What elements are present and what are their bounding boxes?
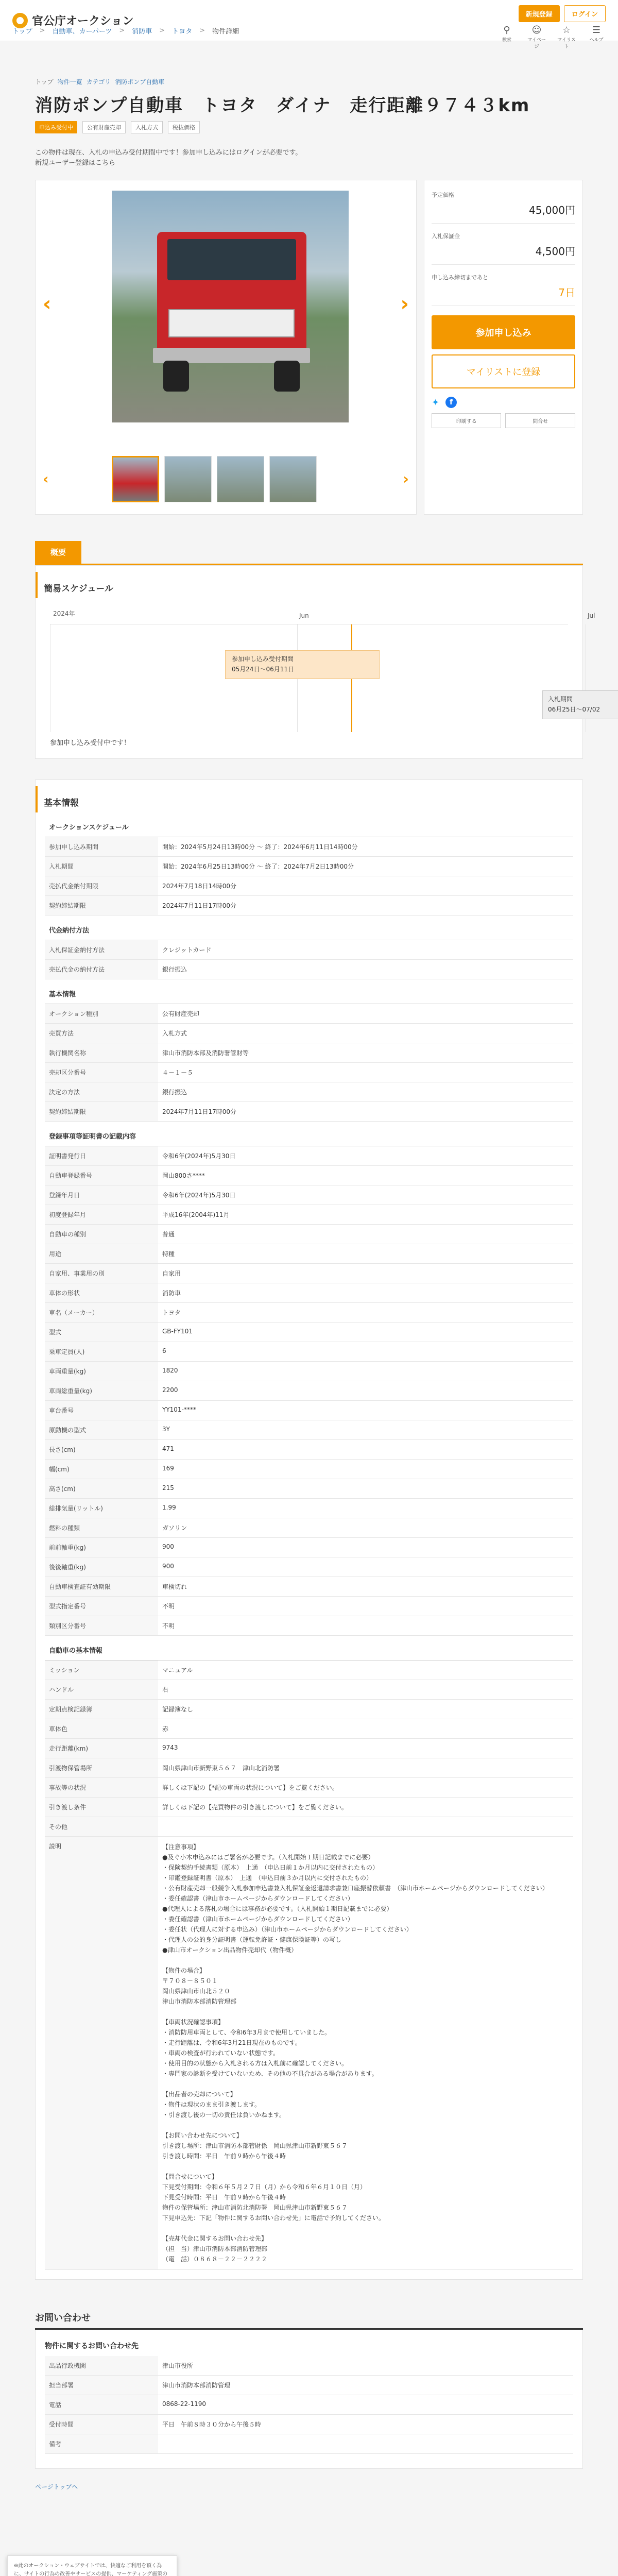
table-row (45, 2434, 573, 2454)
table-row (45, 940, 573, 960)
deposit-label: 入札保証金 (431, 233, 460, 240)
info-value: 右 (158, 1680, 573, 1700)
table-row (45, 1518, 573, 1538)
table-row (45, 1082, 573, 1102)
info-key: 前前軸重(kg) (45, 1538, 158, 1557)
contact-value: 0868-22-1190 (158, 2395, 573, 2415)
info-key: その他 (45, 1817, 158, 1837)
info-value: 車検切れ (158, 1577, 573, 1597)
info-key: 総排気量(リットル) (45, 1499, 158, 1518)
star-icon[interactable]: ☆ マイリスト (557, 25, 576, 49)
table-row (45, 1660, 573, 1680)
description-label: 説明 (45, 1837, 158, 2270)
info-value: 津山市消防本部及消防署管財等 (158, 1043, 573, 1063)
table-row (45, 1166, 573, 1185)
contact-heading: お問い合わせ (35, 2311, 583, 2330)
table-row (45, 2376, 573, 2395)
info-key: 自動車の種別 (45, 1225, 158, 1244)
info-key: 引き渡し条件 (45, 1798, 158, 1817)
info-value: 岡山県津山市新野東５６７ 津山北消防署 (158, 1758, 573, 1778)
search-icon[interactable]: ⚲ 検索 (502, 25, 511, 43)
contact-subheading: 物件に関するお問い合わせ先 (45, 2342, 139, 2350)
table-row (45, 1244, 573, 1264)
table-row (45, 1479, 573, 1499)
bid-period-bar: 入札期間 06月25日～07/02 (542, 690, 618, 719)
info-key: 決定の方法 (45, 1082, 158, 1102)
info-key: 燃料の種類 (45, 1518, 158, 1538)
info-key: 証明書発行日 (45, 1146, 158, 1166)
info-value: 消防車 (158, 1283, 573, 1303)
info-value: 自家用 (158, 1264, 573, 1283)
info-key: 入札期間 (45, 857, 158, 876)
info-group-title: オークションスケジュール (45, 812, 573, 837)
info-key: 原動機の型式 (45, 1420, 158, 1440)
table-row (45, 1597, 573, 1616)
info-value: 記録簿なし (158, 1700, 573, 1719)
info-key: 売却区分番号 (45, 1063, 158, 1082)
info-value: 1820 (158, 1362, 573, 1381)
info-key: 参加申し込み期間 (45, 837, 158, 857)
info-key: 車両総重量(kg) (45, 1381, 158, 1401)
contact-key: 備考 (45, 2434, 158, 2454)
info-key: 車台番号 (45, 1401, 158, 1420)
info-value: 公有財産売却 (158, 1004, 573, 1024)
info-key: 引渡物保管場所 (45, 1758, 158, 1778)
info-key: 定期点検記録簿 (45, 1700, 158, 1719)
table-row (45, 876, 573, 896)
info-value: 215 (158, 1479, 573, 1499)
info-value: 入札方式 (158, 1024, 573, 1043)
info-value: 赤 (158, 1719, 573, 1739)
info-key: 売買方法 (45, 1024, 158, 1043)
table-row (45, 1283, 573, 1303)
tag-list (0, 121, 618, 133)
info-value: 2024年7月11日17時00分 (158, 1102, 573, 1122)
table-row (45, 2415, 573, 2434)
info-key: 型式 (45, 1323, 158, 1342)
table-row (45, 1225, 573, 1244)
table-row (45, 1719, 573, 1739)
breadcrumb-item[interactable]: カテゴリ (86, 78, 111, 86)
table-row (45, 1323, 573, 1342)
info-key: 売払代金の納付方法 (45, 960, 158, 979)
price-value: 45,000円 (529, 204, 575, 216)
table-row (45, 896, 573, 916)
table-row (45, 857, 573, 876)
info-key: 車名（メーカー） (45, 1303, 158, 1323)
header-breadcrumb: トップ > 自動車、カーパーツ > 消防車 > トヨタ > 物件詳細 (12, 27, 239, 36)
page-title: 消防ポンプ自動車 トヨタ ダイナ 走行距離９７４３km (35, 95, 530, 116)
table-row (45, 1538, 573, 1557)
info-group-title: 登録事項等証明書の記載内容 (45, 1122, 573, 1146)
tag-sale-type: 公有財産売却 (82, 121, 126, 133)
next-arrow-icon[interactable]: › (400, 292, 409, 316)
price-label: 予定価格 (431, 192, 454, 198)
contact-value: 津山市役所 (158, 2356, 573, 2376)
info-value: ４－１－５ (158, 1063, 573, 1082)
info-key: 自動車検査証有効期限 (45, 1577, 158, 1597)
table-row (45, 1460, 573, 1479)
user-icon[interactable]: ☺ マイページ (527, 25, 546, 49)
contact-key: 電話 (45, 2395, 158, 2415)
info-value: 特種 (158, 1244, 573, 1264)
thumb-prev-icon[interactable]: ‹ (43, 470, 49, 487)
nav-firetruck-link[interactable]: 消防車 (132, 28, 152, 36)
nav-cars-link[interactable]: 自動車、カーパーツ (52, 28, 112, 36)
nav-toyota-link[interactable]: トヨタ (172, 28, 193, 36)
info-value: 不明 (158, 1616, 573, 1636)
facebook-icon[interactable]: f (445, 397, 457, 408)
breadcrumb-item[interactable]: 消防ポンプ自動車 (115, 78, 165, 86)
table-row (45, 1616, 573, 1636)
info-key: 後後軸重(kg) (45, 1557, 158, 1577)
description-text: 【注意事項】 ●及ぐ小木申込みにはご署名が必要です。（入札開始１期日記載までに必要） ・保険契約手続書類（原本） 上通 （申込日前１か月以内に交付されたもの） ・印鑑登録証明書（原本） 上通 （申込日前３か月以内に交付されたもの） ・公有財産売却一般競争入札参加申込書兼入札保証金返還請求書兼口座振替依頼書 （津山市ホームページからダウンロードしてください） ・委任確認書（津山市ホームページからダウンロードしてください） ●代理人による落札の場合には事務が必要です。（入札開始１期日記載までに必要） ・委任確認書（津山市ホームページからダウンロードしてください） ・委任状（代理人に対する申込み）（津山市ホームページからダウンロードしてください） ・代理人の公的身分証明書（運転免許証・健康保険証等）の写し ●津山市オークション出品物件売却代（物件概） 【物件の場合】 〒７０８－８５０１ 岡山県津山市山北５２０ 津山市消防本部消防管理部 【車両状況確認事項】 ・消防防用車両として、令和6年3月まで使用していました。 ・走行距離は、令和6年3月21日現在のものです。 ・車両の検査が行われていない状態です。 ・使用目的の状態から入札される方は入札前に確認してください。 ・専門家の診断を受けていないため、その他の不具合がある場合があります。 【出品者の売却について】 ・物件は現状のまま引き渡します。 ・引き渡し後の一切の責任は負いかねます。 【お問い合わせ先について】 引き渡し場所：津山市消防本部管財係 岡山県津山市新野東５６７ 引き渡し時間：平日 午前９時から午後４時 【問合せについて】 下見受付期間：令和６年５月２７日（月）から令和６年６月１０日（月） 下見受付時間：平日 午前９時から午後４時 物件の保管場所：津山市消防北消防署 岡山県津山市新野東５６７ 下見申込先：下記「物件に関するお問い合わせ先」に電話で予約してください。 【売却代金に関するお問い合わせ先】 （担 当）津山市消防本部消防管理部 （電 話）０８６８－２２－２２２２ (158, 1837, 573, 2270)
month-label: Jun (299, 612, 309, 619)
info-value: 1.99 (158, 1499, 573, 1518)
info-value: 471 (158, 1440, 573, 1460)
thumbnail[interactable] (164, 456, 212, 502)
info-value: 詳しくは下記の【売買物件の引き渡しについて】をご覧ください。 (158, 1798, 573, 1817)
info-key: 車体の形状 (45, 1283, 158, 1303)
info-key: 事故等の状況 (45, 1778, 158, 1798)
schedule-year: 2024年 (53, 610, 75, 617)
table-row (45, 1758, 573, 1778)
table-row (45, 1342, 573, 1362)
table-row (45, 1362, 573, 1381)
info-key: 乗車定員(人) (45, 1342, 158, 1362)
contact-key: 担当部署 (45, 2376, 158, 2395)
print-button[interactable]: 印刷する (432, 413, 502, 428)
info-key: オークション種別 (45, 1004, 158, 1024)
info-key: 車体色 (45, 1719, 158, 1739)
help-icon[interactable]: ☰ ヘルプ (589, 25, 604, 43)
table-row (45, 1817, 573, 1837)
info-value: 平成16年(2004年)11月 (158, 1205, 573, 1225)
login-button[interactable]: ログイン (564, 5, 606, 22)
contact-key: 受付時間 (45, 2415, 158, 2434)
table-row (45, 1102, 573, 1122)
info-key: 自家用、事業用の別 (45, 1264, 158, 1283)
info-value: GB-FY101 (158, 1323, 573, 1342)
info-key: 初度登録年月 (45, 1205, 158, 1225)
table-row (45, 1264, 573, 1283)
table-row (45, 1063, 573, 1082)
table-row (45, 1381, 573, 1401)
table-row (45, 1700, 573, 1719)
prev-arrow-icon[interactable]: ‹ (43, 292, 52, 316)
info-value: ガソリン (158, 1518, 573, 1538)
info-key: ミッション (45, 1660, 158, 1680)
info-value: 2200 (158, 1381, 573, 1401)
info-key: 自動車登録番号 (45, 1166, 158, 1185)
table-row (45, 1185, 573, 1205)
cookie-text: ※此のオークション・ウェブサイトでは、快適なご利用を頂く為に、サイトの行為の改善やサービスの提供、マーケティング施策の (14, 2563, 168, 2576)
table-row (45, 1798, 573, 1817)
basic-info-heading: 基本情報 (36, 786, 582, 812)
info-key: 高さ(cm) (45, 1479, 158, 1499)
info-group-title: 代金納付方法 (45, 916, 573, 940)
info-value: 3Y (158, 1420, 573, 1440)
table-row (45, 1440, 573, 1460)
info-value: 不明 (158, 1597, 573, 1616)
info-value: 岡山800さ**** (158, 1166, 573, 1185)
notice-text: この物件は現在、入札の申込み受付期間中です！参加申し込みにはログインが必要です。新規ユーザー登録はこちら (35, 149, 302, 167)
info-key: ハンドル (45, 1680, 158, 1700)
info-value: 開始：2024年6月25日13時00分 ～ 終了：2024年7月2日13時00分 (158, 857, 573, 876)
page-top-link[interactable]: ページトップへ (35, 2483, 78, 2490)
nav-top-link[interactable]: トップ (12, 28, 32, 36)
month-label: Jul (588, 612, 595, 619)
register-button[interactable]: 新規登録 (519, 5, 560, 22)
table-row (45, 2356, 573, 2376)
inquiry-button[interactable]: 問合せ (505, 413, 575, 428)
logo-text: 官公庁オークション (32, 15, 134, 28)
contact-value: 津山市消防本部消防管理 (158, 2376, 573, 2395)
info-key: 売払代金納付期限 (45, 876, 158, 896)
table-row (45, 1043, 573, 1063)
table-row (45, 837, 573, 857)
contact-table (45, 2356, 573, 2454)
thumbnail[interactable] (269, 456, 317, 502)
table-row (45, 1557, 573, 1577)
schedule-chart (50, 610, 600, 732)
info-value: 2024年7月11日17時00分 (158, 896, 573, 916)
tag-bid-method: 入札方式 (131, 121, 163, 133)
table-row (45, 1739, 573, 1758)
site-header (0, 0, 618, 49)
info-key: 入札保証金納付方法 (45, 940, 158, 960)
table-row (45, 1577, 573, 1597)
info-value: トヨタ (158, 1303, 573, 1323)
table-row (45, 1499, 573, 1518)
contact-section (35, 2330, 583, 2469)
info-group-title: 自動車の基本情報 (45, 1636, 573, 1660)
main-vehicle-image[interactable] (112, 191, 349, 422)
nav-current: 物件詳細 (212, 28, 239, 36)
schedule-note: 参加申し込み受付中です！ (50, 739, 131, 747)
info-value: 9743 (158, 1739, 573, 1758)
table-row (45, 1680, 573, 1700)
info-value: クレジットカード (158, 940, 573, 960)
basic-info-section (35, 779, 583, 2280)
info-value: 900 (158, 1538, 573, 1557)
info-key: 登録年月日 (45, 1185, 158, 1205)
cookie-banner (7, 2555, 177, 2576)
tab-overview[interactable]: 概要 (35, 541, 81, 564)
thumbnail[interactable] (112, 456, 159, 502)
info-key: 型式指定番号 (45, 1597, 158, 1616)
info-key: 契約締結期限 (45, 1102, 158, 1122)
info-value: 令和6年(2024年)5月30日 (158, 1185, 573, 1205)
info-value: YY101-**** (158, 1401, 573, 1420)
breadcrumb-item[interactable]: 物件一覧 (57, 78, 82, 86)
info-value: 169 (158, 1460, 573, 1479)
table-row (45, 1146, 573, 1166)
breadcrumb-root: トップ (35, 78, 54, 86)
thumb-next-icon[interactable]: › (403, 470, 409, 487)
thumbnail[interactable] (217, 456, 264, 502)
info-key: 走行距離(km) (45, 1739, 158, 1758)
info-key: 幅(cm) (45, 1460, 158, 1479)
status-badge: 申込み受付中 (35, 121, 77, 133)
image-gallery (35, 180, 417, 515)
table-row (45, 1205, 573, 1225)
info-value (158, 1817, 573, 1837)
info-key: 執行機関名称 (45, 1043, 158, 1063)
contact-value (158, 2434, 573, 2454)
mylist-button[interactable]: マイリストに登録 (432, 354, 575, 388)
apply-period-bar: 参加申し込み受付期間 05月24日～06月11日 (225, 650, 380, 679)
info-key: 契約締結期限 (45, 896, 158, 916)
info-key: 類別区分番号 (45, 1616, 158, 1636)
table-row (45, 1303, 573, 1323)
twitter-icon[interactable]: ✦ (431, 397, 440, 408)
contact-key: 出品行政機関 (45, 2356, 158, 2376)
info-value: マニュアル (158, 1660, 573, 1680)
table-row (45, 1401, 573, 1420)
info-value: 銀行振込 (158, 1082, 573, 1102)
basic-info-table (45, 812, 573, 2270)
info-value: 詳しくは下記の【*記の車両の状況について】をご覧ください。 (158, 1778, 573, 1798)
table-row (45, 1024, 573, 1043)
info-value: 2024年7月18日14時00分 (158, 876, 573, 896)
info-key: 車両重量(kg) (45, 1362, 158, 1381)
table-row (45, 1420, 573, 1440)
table-row (45, 2395, 573, 2415)
breadcrumb (0, 72, 618, 91)
info-key: 用途 (45, 1244, 158, 1264)
info-value: 普通 (158, 1225, 573, 1244)
apply-button[interactable]: 参加申し込み (432, 315, 575, 349)
table-row (45, 1004, 573, 1024)
deposit-value: 4,500円 (535, 245, 575, 258)
table-row (45, 1778, 573, 1798)
tag-tax: 税抜価格 (168, 121, 200, 133)
info-value: 銀行振込 (158, 960, 573, 979)
contact-value: 平日 午前８時３０分から午後５時 (158, 2415, 573, 2434)
bid-panel (424, 180, 583, 515)
info-value: 開始：2024年5月24日13時00分 ～ 終了：2024年6月11日14時00分 (158, 837, 573, 857)
schedule-section (35, 565, 600, 759)
info-value: 6 (158, 1342, 573, 1362)
info-group-title: 基本情報 (45, 979, 573, 1004)
schedule-heading: 簡易スケジュール (36, 572, 582, 598)
remain-label: 申し込み締切まであと (431, 274, 488, 281)
info-value: 令和6年(2024年)5月30日 (158, 1146, 573, 1166)
remain-value: 7日 (558, 286, 575, 299)
info-key: 長さ(cm) (45, 1440, 158, 1460)
info-value: 900 (158, 1557, 573, 1577)
table-row (45, 960, 573, 979)
